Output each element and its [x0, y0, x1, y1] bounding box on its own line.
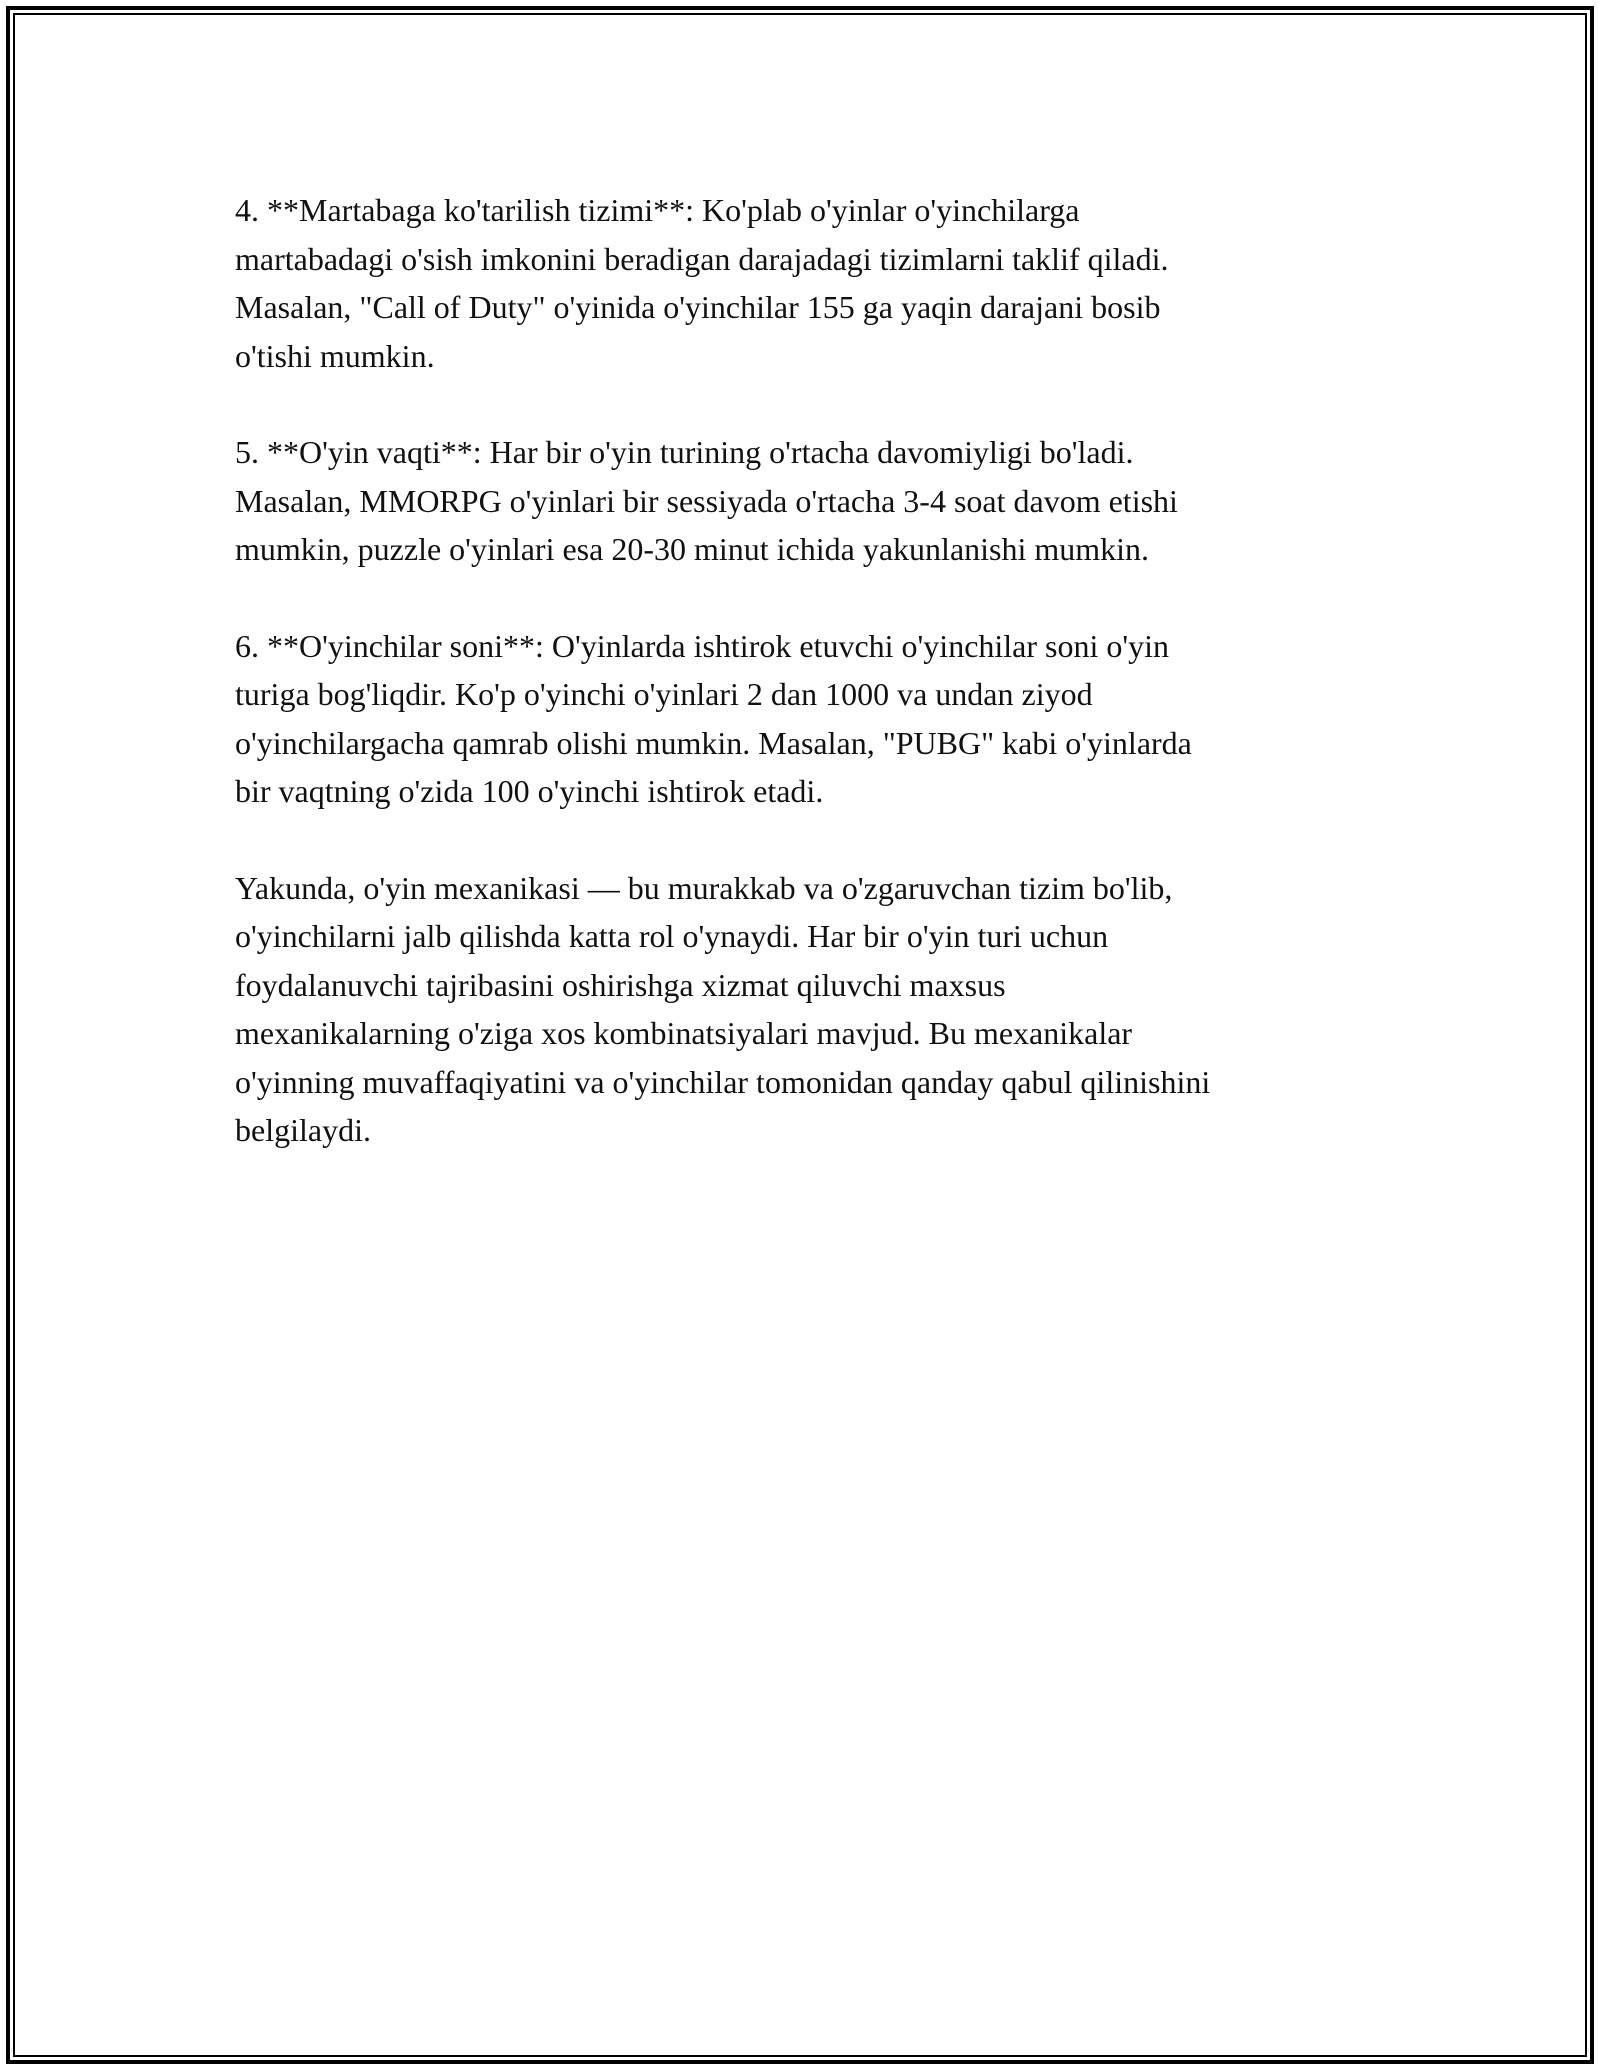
- document-body: [235, 186, 1375, 1203]
- paragraph-player-count: 6. **O'yinchilar soni**: O'yinlarda ishtirok etuvchi o'yinchilar soni o'yin turiga bog'liqdir. Ko'p o'yinchi o'yinlari 2 dan 1000 va undan ziyod o'yinchilargacha qamrab olishi mumkin. Masalan, "PUBG" kabi o'yinlarda bir vaqtning o'zida 100 o'yinchi ishtirok etadi.: [235, 627, 1192, 809]
- paragraph-conclusion: Yakunda, o'yin mexanikasi — bu murakkab va o'zgaruvchan tizim bo'lib, o'yinchilarni jalb qilishda katta rol o'ynaydi. Har bir o'yin turi uchun foydalanuvchi tajribasini oshirishga xizmat qiluvchi maxsus mexanikalarning o'ziga xos kombinatsiyalari mavjud. Bu mexanikalar o'yinning muvaffaqiyatini va o'yinchilar tomonidan qanday qabul qilinishini belgilaydi.: [235, 869, 1211, 1148]
- paragraph-game-time: 5. **O'yin vaqti**: Har bir o'yin turining o'rtacha davomiyligi bo'ladi. Masalan, MMORPG o'yinlari bir sessiyada o'rtacha 3-4 soat davom etishi mumkin, puzzle o'yinlari esa 20-30 minut ichida yakunlanishi mumkin.: [235, 434, 1178, 567]
- paragraph-ranking-system: 4. **Martabaga ko'tarilish tizimi**: Ko'plab o'yinlar o'yinchilarga martabadagi o'sish imkonini beradigan darajadagi tizimlarni taklif qiladi. Masalan, "Call of Duty" o'yinida o'yinchilar 155 ga yaqin darajani bosib o'tishi mumkin.: [235, 192, 1169, 374]
